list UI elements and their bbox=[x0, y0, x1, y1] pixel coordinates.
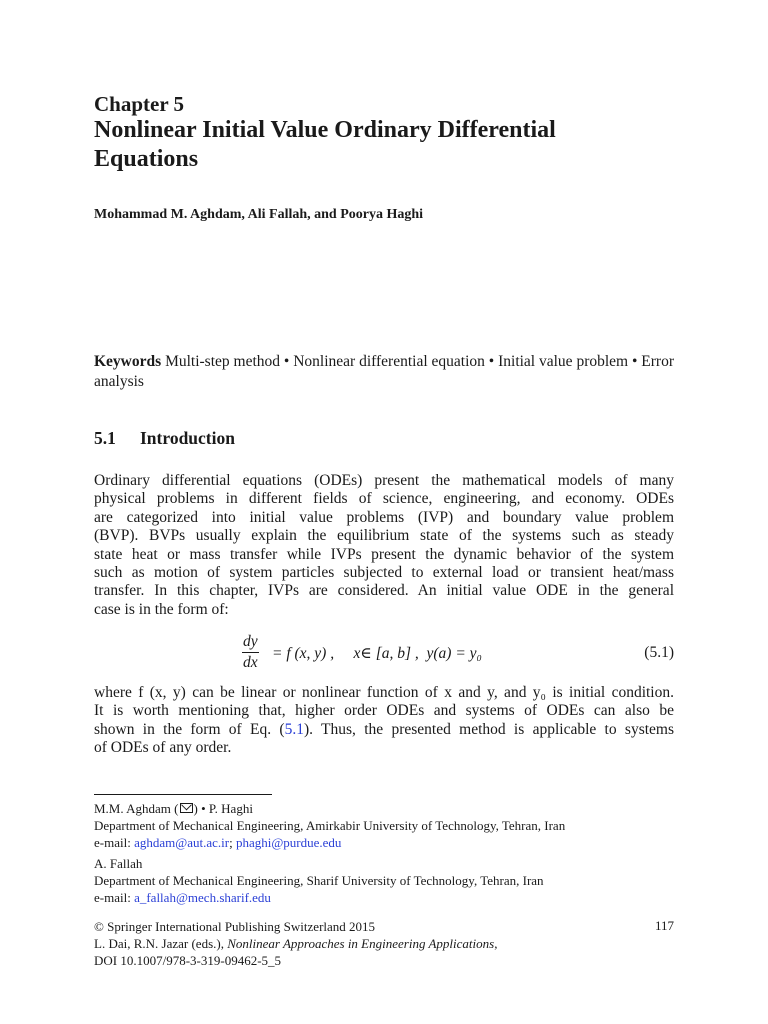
paragraph-line: (BVP). BVPs usually explain the equilibrium state of the systems such as steady bbox=[94, 527, 674, 545]
section-heading bbox=[94, 428, 235, 449]
book-citation bbox=[94, 935, 674, 952]
text-segment: L. Dai, R.N. Jazar (eds.), bbox=[94, 936, 228, 951]
chapter-title bbox=[94, 116, 694, 174]
paragraph-line: of ODEs of any order. bbox=[94, 739, 232, 757]
footnote-divider bbox=[94, 794, 272, 795]
text-segment: ) • P. Haghi bbox=[193, 801, 253, 816]
affiliation-footnote-1 bbox=[94, 800, 674, 851]
copyright-block bbox=[94, 918, 674, 969]
book-title: Nonlinear Approaches in Engineering Applications bbox=[227, 936, 495, 951]
paragraph-line: such as motion of system particles subjected to external load or transient heat/mass bbox=[94, 564, 674, 582]
copyright-line: © Springer International Publishing Switzerland 2015 bbox=[94, 919, 376, 934]
equation-5-1 bbox=[94, 632, 674, 676]
email-link[interactable]: phaghi@purdue.edu bbox=[235, 835, 342, 850]
chapter-title-line: Nonlinear Initial Value Ordinary Differential bbox=[94, 117, 556, 143]
footnote-department: Department of Mechanical Engineering, Amirkabir University of Technology, Tehran, Iran bbox=[94, 818, 566, 833]
envelope-icon bbox=[180, 803, 193, 813]
footnote-email-line bbox=[94, 889, 674, 906]
keywords-label: Keywords bbox=[94, 353, 162, 370]
keywords bbox=[94, 352, 674, 392]
footnote-names bbox=[94, 800, 674, 817]
text-segment: M.M. Aghdam ( bbox=[94, 801, 179, 816]
affiliation-footnote-2 bbox=[94, 855, 674, 906]
paragraph-after-equation bbox=[94, 684, 674, 758]
section-number: 5.1 bbox=[94, 428, 116, 448]
footnote-email-line bbox=[94, 834, 674, 851]
email-label: e-mail: bbox=[94, 835, 135, 850]
paragraph-line: transfer. In this chapter, IVPs are considered. An initial value ODE in the general bbox=[94, 582, 674, 600]
paragraph-line: case is in the form of: bbox=[94, 600, 229, 618]
paragraph-line: are categorized into initial value problems (IVP) and boundary value problem bbox=[94, 508, 674, 526]
equation-numerator: dy bbox=[242, 632, 259, 653]
paragraph-line: Ordinary differential equations (ODEs) present the mathematical models of many bbox=[94, 472, 674, 489]
chapter-label: Chapter 5 bbox=[94, 92, 185, 116]
equation-denominator: dx bbox=[243, 654, 258, 671]
text-segment: ). Thus, the presented method is applicable to systems bbox=[303, 720, 675, 738]
text-segment: shown in the form of Eq. ( bbox=[94, 720, 285, 738]
email-link[interactable]: aghdam@aut.ac.ir bbox=[134, 835, 230, 850]
paragraph-line: It is worth mentioning that, higher order ODEs and systems of ODEs can also be bbox=[94, 702, 674, 720]
author-list: Mohammad M. Aghdam, Ali Fallah, and Poorya Haghi bbox=[94, 207, 424, 222]
equation-fraction bbox=[242, 632, 259, 673]
email-link[interactable]: a_fallah@mech.sharif.edu bbox=[134, 890, 271, 905]
equation-body: = f (x, y) , x∈ [a, b] , y(a) = y₀ bbox=[272, 645, 482, 662]
equation-reference-link[interactable]: 5.1 bbox=[284, 720, 304, 738]
footnote-names: A. Fallah bbox=[94, 856, 143, 871]
paragraph-line: physical problems in different fields of science, engineering, and economy. ODEs bbox=[94, 490, 674, 508]
paragraph-line: state heat or mass transfer while IVPs present the dynamic behavior of the system bbox=[94, 545, 674, 563]
text-segment: ; bbox=[229, 835, 236, 850]
intro-paragraph bbox=[94, 472, 674, 619]
equation-number: (5.1) bbox=[644, 644, 674, 661]
doi-line: DOI 10.1007/978-3-319-09462-5_5 bbox=[94, 953, 282, 968]
footnote-department: Department of Mechanical Engineering, Sharif University of Technology, Tehran, Iran bbox=[94, 873, 544, 888]
paragraph-line: where f (x, y) can be linear or nonlinear function of x and y, and y₀ is initial condition. bbox=[94, 684, 674, 701]
keywords-text: Multi-step method • Nonlinear differential equation • Initial value problem • Error analysis bbox=[94, 353, 674, 390]
chapter-title-line: Equations bbox=[94, 146, 199, 172]
page-number: 117 bbox=[654, 918, 674, 933]
section-title: Introduction bbox=[140, 428, 235, 448]
text-segment: , bbox=[494, 936, 498, 951]
email-label: e-mail: bbox=[94, 890, 135, 905]
paragraph-line bbox=[94, 721, 674, 739]
